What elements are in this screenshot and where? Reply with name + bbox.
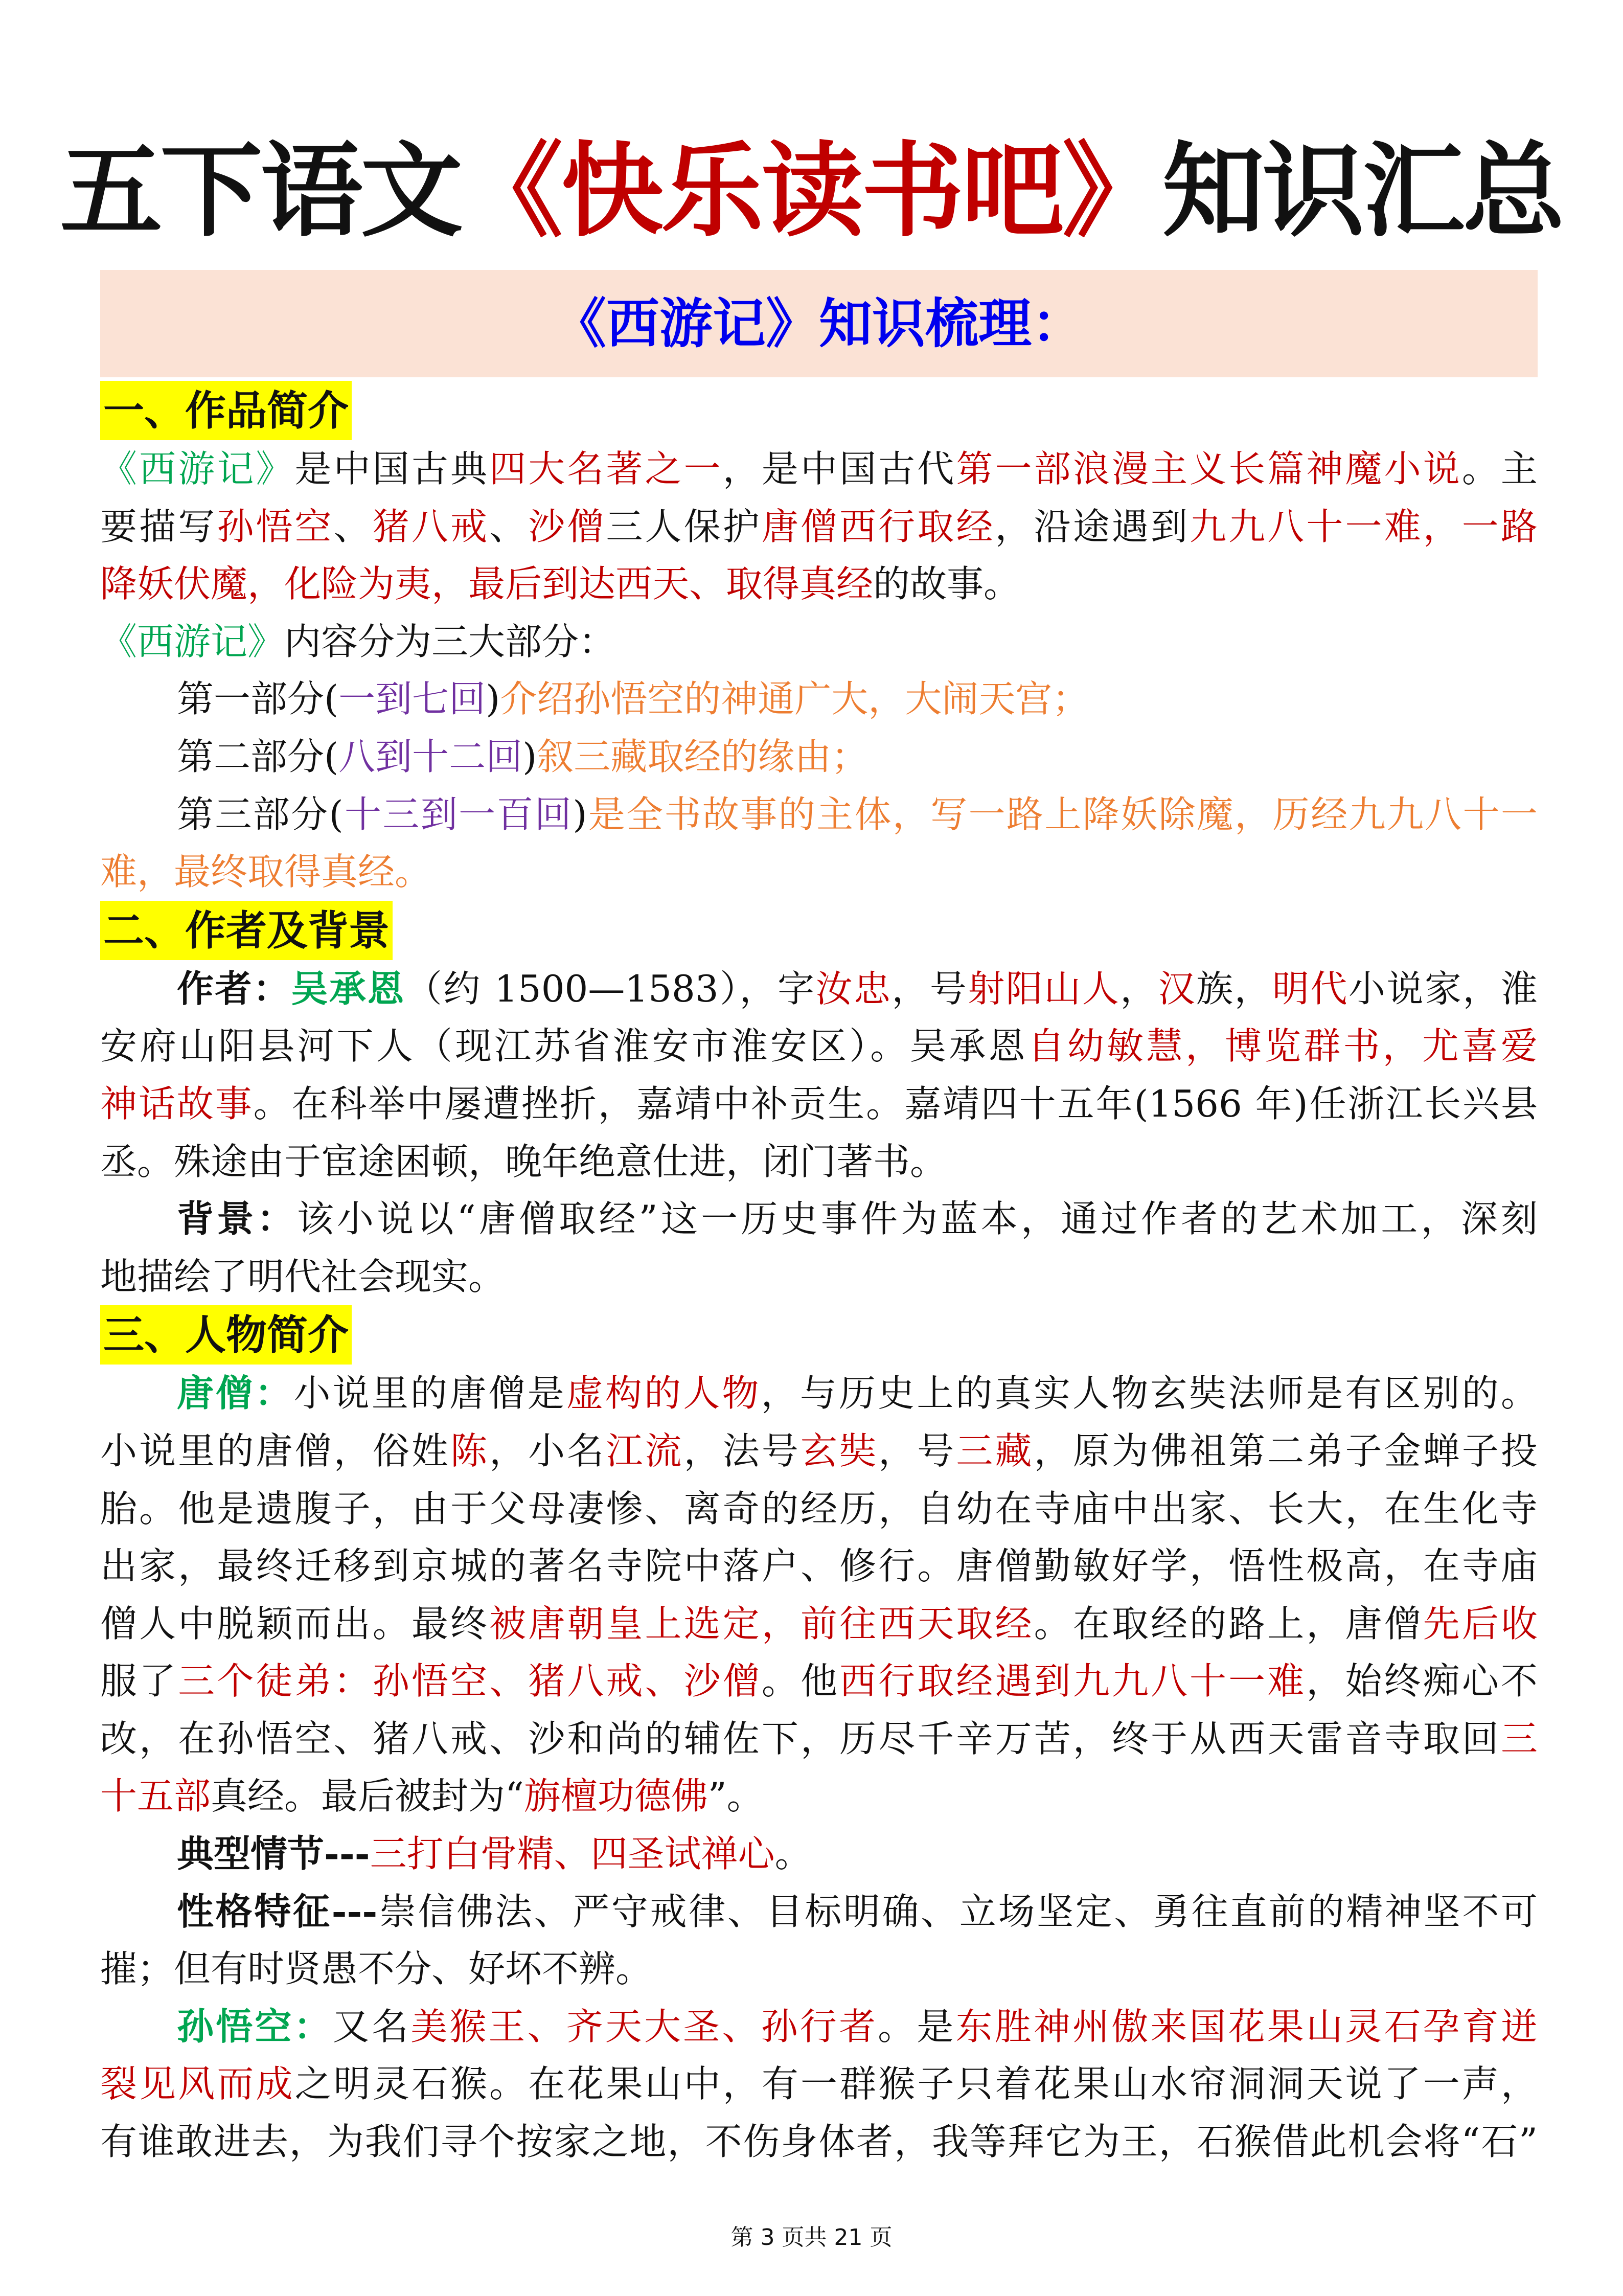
text-segment: 第三部分( bbox=[177, 792, 344, 836]
text-line bbox=[100, 786, 1538, 844]
text-segment: ，是中国古代 bbox=[722, 447, 956, 490]
text-segment: 三人保护 bbox=[606, 505, 762, 548]
highlighted-text: 唐僧： bbox=[177, 1371, 294, 1415]
highlighted-text: 虚构的人物 bbox=[566, 1372, 761, 1415]
text-line bbox=[100, 440, 1538, 498]
section bbox=[100, 901, 1538, 1306]
text-segment: 有谁敢进去，为我们寻个按家之地，不伤身体者，我等拜它为王，石猴借此机会将“石” bbox=[100, 2120, 1538, 2164]
highlighted-text: 九九八十一难，一路 bbox=[1190, 505, 1538, 548]
text-line bbox=[100, 555, 1538, 613]
highlighted-text: 三 bbox=[1500, 1717, 1538, 1760]
highlighted-text: 孙悟空 bbox=[217, 505, 334, 548]
text-line bbox=[100, 1767, 1538, 1825]
text-line bbox=[100, 1133, 1538, 1191]
highlighted-text: 叙三藏取经的缘由； bbox=[537, 735, 868, 778]
highlighted-text: 一到七回 bbox=[338, 677, 486, 721]
title-suffix: 知识汇总 bbox=[1162, 132, 1563, 251]
highlighted-text: 明代 bbox=[1272, 967, 1349, 1010]
text-segment: 典型情节--- bbox=[177, 1832, 370, 1876]
document-body bbox=[100, 381, 1538, 2171]
text-segment: 摧；但有时贤愚不分、好坏不辨。 bbox=[100, 1947, 653, 1991]
highlighted-text: 唐僧西行取经 bbox=[761, 505, 995, 548]
text-segment: 该小说以“唐僧取经”这一历史事件为蓝本，通过作者的艺术加工，深刻 bbox=[296, 1197, 1538, 1241]
highlighted-text: 四大名著之一 bbox=[489, 447, 723, 490]
highlighted-text: 降妖伏魔，化险为夷，最后到达西天、取得真经 bbox=[100, 562, 874, 606]
highlighted-text: 介绍孙悟空的神通广大，大闹天宫； bbox=[500, 677, 1089, 721]
text-segment: 。主 bbox=[1461, 447, 1538, 490]
highlighted-text: 江流 bbox=[606, 1429, 684, 1472]
text-segment: 小说里的唐僧是 bbox=[293, 1372, 566, 1415]
text-segment: ”。 bbox=[707, 1775, 764, 1818]
text-line bbox=[100, 960, 1538, 1018]
text-segment: ，与历史上的真实人物玄奘法师是有区别的。 bbox=[761, 1372, 1538, 1415]
highlighted-text: 旃檀功德佛 bbox=[523, 1775, 708, 1818]
text-segment: 崇信佛法、严守戒律、目标明确、立场坚定、勇往直前的精神坚不可 bbox=[377, 1890, 1538, 1933]
text-segment: ，法号 bbox=[683, 1429, 801, 1472]
text-line bbox=[100, 1075, 1538, 1133]
text-segment: 作者： bbox=[177, 966, 291, 1010]
text-line bbox=[100, 728, 1538, 786]
highlighted-text: 西行取经遇到九九八十一难 bbox=[839, 1660, 1307, 1703]
highlighted-text: 《西游记》 bbox=[100, 447, 295, 490]
text-segment: （约 1500—1583），字 bbox=[405, 967, 816, 1010]
highlighted-text: 汉 bbox=[1158, 967, 1197, 1010]
text-segment: 是中国古典 bbox=[294, 447, 490, 490]
text-segment: ，原为佛祖第二弟子金蝉子投 bbox=[1034, 1429, 1538, 1472]
highlighted-text: 十五部 bbox=[100, 1775, 211, 1818]
title-prefix: 五下语文 bbox=[60, 132, 461, 251]
highlighted-text: 第一部浪漫主义长篇神魔小说 bbox=[956, 447, 1462, 490]
text-segment: ，沿途遇到 bbox=[995, 505, 1190, 548]
text-line bbox=[100, 1537, 1538, 1595]
text-line bbox=[100, 1365, 1538, 1422]
text-line bbox=[100, 1998, 1538, 2056]
highlighted-text: 神话故事 bbox=[100, 1082, 254, 1125]
highlighted-text: 玄奘 bbox=[800, 1429, 879, 1472]
text-segment: 真经。最后被封为“ bbox=[211, 1775, 524, 1818]
text-line bbox=[100, 843, 1538, 901]
text-segment: 出家，最终迁移到京城的著名寺院中落户、修行。唐僧勤敏好学，悟性极高，在寺庙 bbox=[100, 1544, 1538, 1588]
highlighted-text: 裂见风而成 bbox=[100, 2062, 295, 2106]
text-line bbox=[100, 1422, 1538, 1480]
text-segment: 服了 bbox=[100, 1660, 178, 1703]
highlighted-text: 陈 bbox=[450, 1429, 490, 1472]
text-segment: 、 bbox=[489, 505, 529, 548]
text-segment: ) bbox=[486, 677, 500, 721]
highlighted-text: 吴承恩 bbox=[291, 966, 405, 1010]
text-segment: 之明灵石猴。在花果山中，有一群猴子只着花果山水帘洞洞天说了一声， bbox=[294, 2062, 1538, 2106]
text-segment: 小说里的唐僧，俗姓 bbox=[100, 1429, 450, 1472]
highlighted-text: 美猴王、齐天大圣、孙行者 bbox=[410, 2005, 878, 2048]
text-segment: 族， bbox=[1196, 967, 1273, 1010]
text-segment: ) bbox=[522, 735, 537, 778]
text-segment: 又名 bbox=[332, 2005, 411, 2048]
text-line bbox=[100, 2113, 1538, 2171]
text-line bbox=[100, 1190, 1538, 1248]
text-segment: 地描绘了明代社会现实。 bbox=[100, 1255, 506, 1298]
text-segment: 第二部分( bbox=[177, 735, 339, 778]
text-segment: 改，在孙悟空、猪八戒、沙和尚的辅佐下，历尽千辛万苦，终于从西天雷音寺取回 bbox=[100, 1717, 1501, 1760]
text-line bbox=[100, 1825, 1538, 1883]
text-segment: 内容分为三大部分： bbox=[284, 620, 616, 663]
text-line bbox=[100, 1595, 1538, 1653]
text-segment: 丞。殊途由于宦途困顿，晚年绝意仕进，闭门著书。 bbox=[100, 1140, 947, 1183]
highlighted-text: 被唐朝皇上选定，前往西天取经 bbox=[489, 1602, 1034, 1645]
highlighted-text: 八到十二回 bbox=[338, 735, 523, 778]
highlighted-text: 十三到一百回 bbox=[343, 792, 573, 836]
text-line bbox=[100, 1480, 1538, 1538]
highlighted-text: 孙悟空： bbox=[177, 2004, 333, 2048]
text-segment: ， bbox=[1120, 967, 1158, 1010]
text-segment: ，始终痴心不 bbox=[1306, 1660, 1538, 1703]
text-segment: 、 bbox=[333, 505, 373, 548]
highlighted-text: 沙僧 bbox=[528, 505, 606, 548]
page-number: 第 3 页共 21 页 bbox=[730, 2224, 893, 2250]
text-line bbox=[100, 613, 1538, 671]
text-segment: ，号 bbox=[878, 1429, 956, 1472]
title-book-name: 《快乐读书吧》 bbox=[461, 132, 1162, 251]
text-segment: 背景： bbox=[177, 1197, 297, 1241]
highlighted-text: 三个徒弟：孙悟空、猪八戒、沙僧 bbox=[178, 1660, 762, 1703]
text-segment: 。 bbox=[774, 1832, 812, 1876]
text-segment: 小说家，淮 bbox=[1348, 967, 1538, 1010]
highlighted-text: 先后收 bbox=[1423, 1602, 1538, 1645]
text-line bbox=[100, 1710, 1538, 1768]
text-line bbox=[100, 1940, 1538, 1998]
text-line bbox=[100, 498, 1538, 556]
highlighted-text: 三打白骨精、四圣试禅心 bbox=[370, 1832, 775, 1876]
text-segment: 。是 bbox=[878, 2005, 956, 2048]
text-line bbox=[100, 1883, 1538, 1941]
section bbox=[100, 381, 1538, 901]
text-segment: ，小名 bbox=[489, 1429, 606, 1472]
section-banner: 《西游记》知识梳理： bbox=[100, 270, 1538, 377]
page-title bbox=[0, 130, 1623, 253]
section-heading: 二、作者及背景 bbox=[100, 901, 393, 960]
text-segment: ) bbox=[573, 792, 587, 836]
highlighted-text: 自幼敏慧，博览群书，尤喜爱 bbox=[1027, 1025, 1538, 1068]
text-line bbox=[100, 2055, 1538, 2113]
text-line bbox=[100, 670, 1538, 728]
highlighted-text: 猪八戒 bbox=[372, 505, 490, 548]
text-segment: 僧人中脱颖而出。最终 bbox=[100, 1602, 490, 1645]
text-segment: 。在科举中屡遭挫折，嘉靖中补贡生。嘉靖四十五年(1566 年)任浙江长兴县 bbox=[253, 1082, 1538, 1125]
text-line bbox=[100, 1248, 1538, 1306]
text-line bbox=[100, 1652, 1538, 1710]
section-heading: 一、作品简介 bbox=[100, 381, 352, 440]
highlighted-text: 东胜神州傲来国花果山灵石孕育迸 bbox=[955, 2005, 1538, 2048]
highlighted-text: 射阳山人 bbox=[968, 967, 1121, 1010]
text-segment: 。在取经的路上，唐僧 bbox=[1034, 1602, 1423, 1645]
text-segment: ，号 bbox=[891, 967, 968, 1010]
highlighted-text: 三藏 bbox=[956, 1429, 1034, 1472]
section bbox=[100, 1305, 1538, 2170]
text-segment: 第一部分( bbox=[177, 677, 339, 721]
highlighted-text: 难，最终取得真经。 bbox=[100, 850, 432, 894]
text-segment: 要描写 bbox=[100, 505, 217, 548]
text-segment: 胎。他是遗腹子，由于父母凄惨、离奇的经历，自幼在寺庙中出家、长大，在生化寺 bbox=[100, 1487, 1538, 1530]
text-segment: 。他 bbox=[761, 1660, 840, 1703]
text-line bbox=[100, 1017, 1538, 1075]
highlighted-text: 是全书故事的主体，写一路上降妖除魔，历经九九八十一 bbox=[587, 792, 1538, 836]
section-heading: 三、人物简介 bbox=[100, 1305, 352, 1365]
text-segment: 性格特征--- bbox=[177, 1889, 378, 1933]
text-segment: 的故事。 bbox=[873, 562, 1021, 606]
highlighted-text: 《西游记》 bbox=[100, 620, 285, 663]
highlighted-text: 汝忠 bbox=[815, 967, 892, 1010]
text-segment: 安府山阳县河下人（现江苏省淮安市淮安区）。吴承恩 bbox=[100, 1025, 1028, 1068]
